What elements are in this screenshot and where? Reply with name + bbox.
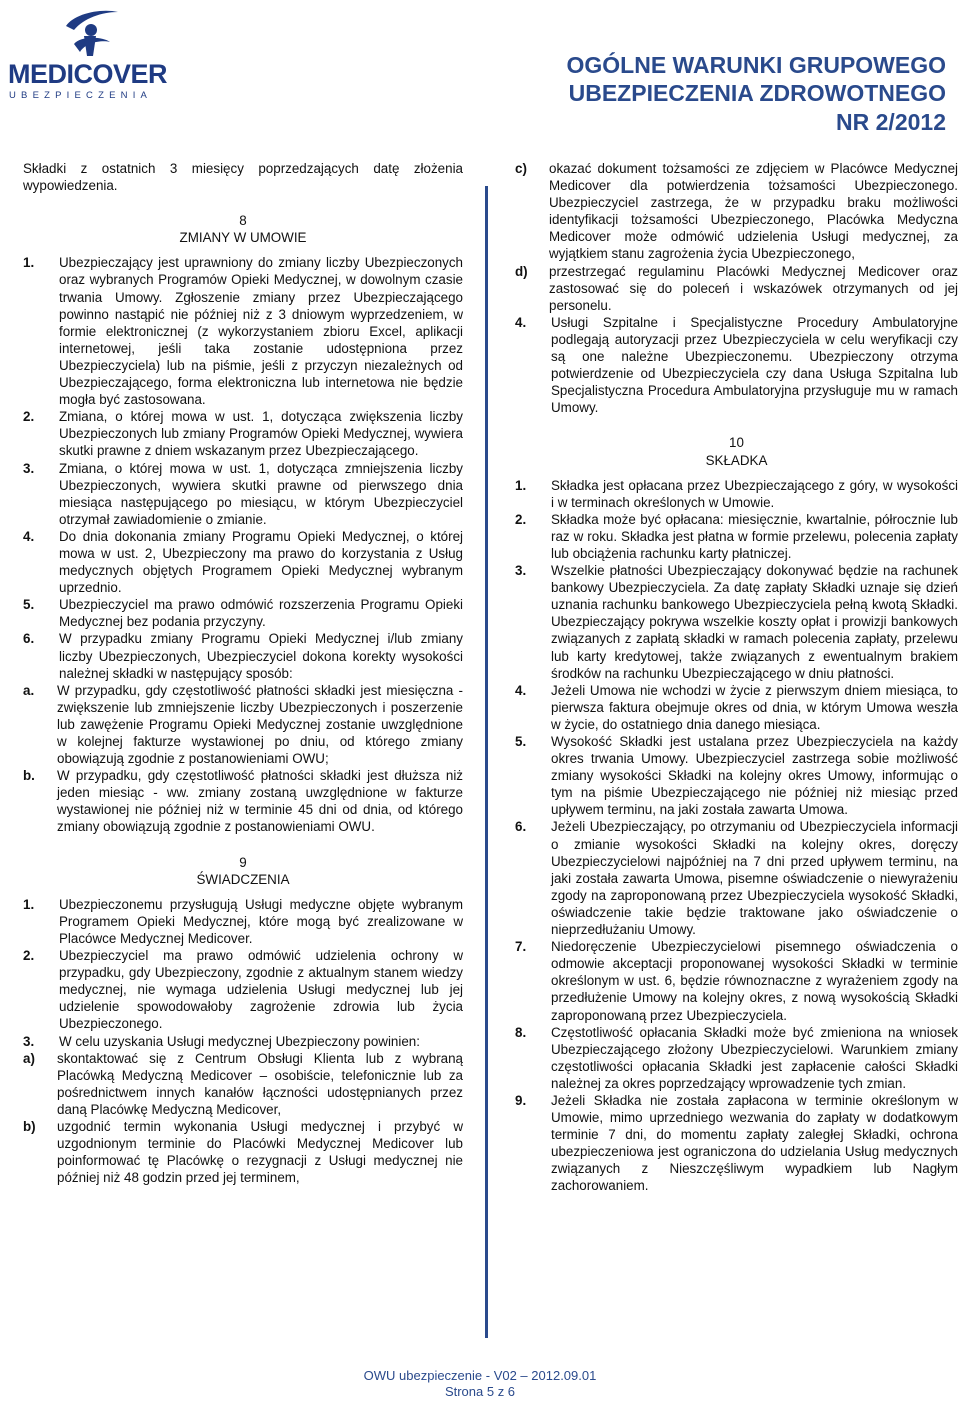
item-number: 4.	[515, 314, 527, 330]
item-number: 6.	[23, 631, 35, 647]
s8-item	[23, 596, 463, 630]
s10-item	[515, 818, 958, 938]
item-number: 3.	[23, 460, 35, 476]
item-text: Usługi Szpitalne i Specjalistyczne Procedury Ambulatoryjne podlegają autoryzacji przez Ubezpieczyciela w celu weryfikacji czy są one należne Ubezpieczonemu. Ubezpieczony otrzyma potwierdzenie od Ubezpieczyciela czy dana Usługa Szpitalna lub Specjalistyczna Procedura Ambulatoryjna przysługuje mu w ramach Umowy.	[551, 314, 958, 416]
s8-item	[23, 408, 463, 459]
item-text: Ubezpieczyciel ma prawo odmówić rozszerzenia Programu Opieki Medycznej bez podania przyczyny.	[59, 597, 463, 630]
s10-item	[515, 1024, 958, 1092]
left-column	[23, 160, 463, 1186]
item-number: 2.	[23, 948, 35, 964]
page-number: Strona 5 z 6	[444, 1384, 516, 1399]
s10-item	[515, 1092, 958, 1195]
item-number: 6.	[515, 819, 527, 835]
logo-figure-icon	[60, 6, 122, 58]
s9-sub-item	[23, 1118, 463, 1186]
section-8-number: 8	[239, 213, 247, 229]
item-number: 5.	[515, 734, 527, 749]
sub-item-text: uzgodnić termin wykonania Usługi medycznej i przybyć w uzgodnionym terminie do Placówki Medycznej Medicover lub poinformować tę Placówkę o rezygnacji z Usługi medycznej nie później niż 48 godzin przed jej terminem,	[57, 1118, 463, 1186]
sub-item-text: W przypadku, gdy częstotliwość płatności składki jest miesięczna - zwiększenie lub zmniejszenie liczby Ubezpieczonych i poszerzenie lub zawężenie Programu Opieki Medycznej zostanie uwzględnione w kolejnej fakturze wystawionej po dniu, od którego zmiany obowiązują zgodnie z postanowieniami OWU;	[57, 682, 463, 767]
item-number: 2.	[23, 409, 35, 425]
section-10-title: SKŁADKA	[705, 452, 768, 468]
item-text: Zmiana, o której mowa w ust. 1, dotycząca zmniejszenia liczby Ubezpieczonych, wywiera skutki prawne od pierwszego dnia miesiąca następującego po miesiącu, w którym Ubezpieczyciel otrzymał zawiadomienie o zmianie.	[59, 460, 463, 527]
item-number: 1.	[23, 896, 35, 912]
sub-item-text: skontaktować się z Centrum Obsługi Klienta lub z wybraną Placówką Medyczną Medicover – osobiście, telefonicznie lub za pośrednictwem innych kanałów łączności udostępnianych przez daną Placówkę Medyczną Medicover,	[57, 1050, 463, 1117]
s9-sub-item	[515, 263, 958, 314]
s9-sub-item	[515, 160, 958, 263]
item-number: 2.	[515, 511, 527, 527]
s10-item	[515, 938, 958, 1023]
page-footer	[0, 1368, 960, 1400]
section-10-number: 10	[729, 435, 744, 451]
section-8-heading	[23, 212, 463, 246]
item-number: 3.	[23, 1033, 35, 1049]
s8-item	[23, 254, 463, 408]
s9-item	[23, 1033, 463, 1050]
s8-item	[23, 528, 463, 596]
sub-item-text: przestrzegać regulaminu Placówki Medycznej Medicover oraz zastosować się do poleceń i wskazówek otrzymanych od jej personelu.	[549, 263, 958, 313]
column-divider	[485, 186, 488, 1338]
item-text: Niedoręczenie Ubezpieczycielowi pisemnego oświadczenia o odmowie akceptacji proponowanej wysokości Składki w terminie określonym w ust. 6, będzie równoznaczne z wyrażeniem zgody na przedłużenie Umowy na kolejny okres, z nową wysokością Składki zaproponowaną przez Ubezpieczyciela.	[551, 939, 958, 1023]
sub-item-letter: b.	[23, 768, 35, 784]
item-text: W celu uzyskania Usługi medycznej Ubezpieczony powinien:	[59, 1033, 420, 1049]
document-title-line-2: UBEZPIECZENIA ZDROWOTNEGO	[568, 80, 946, 106]
s8-sub-item	[23, 767, 463, 835]
item-text: Ubezpieczonemu przysługują Usługi medyczne objęte wybranym Programem Opieki Medycznej, które mogą być zrealizowane w Placówce Medycznej Medicover.	[59, 896, 463, 946]
s10-item	[515, 682, 958, 733]
sub-item-letter: d)	[515, 263, 528, 279]
item-text: Wszelkie płatności Ubezpieczający dokonywać będzie na rachunek bankowy Ubezpieczyciela. Za datę zapłaty Składki uznaje się dzień uznania rachunku bankowego Ubezpieczyciela pełną kwotą Składki. Ubezpieczający pokrywa wszelkie koszty opłat i prowizji bankowych związanych z zapłatą składki w ramach polecenia zapłaty, przelewu lub karty kredytowej, także związanych z ewentualnym brakiem środków na rachunku Ubezpieczającego w dniu płatności.	[551, 563, 958, 681]
sub-item-letter: c)	[515, 161, 527, 176]
item-number: 9.	[515, 1092, 527, 1108]
item-number: 4.	[515, 682, 527, 698]
sub-item-text: okazać dokument tożsamości ze zdjęciem w Placówce Medycznej Medicover dla potwierdzenia tożsamości Ubezpieczonego. Ubezpieczyciel zastrzega, że w przypadku braku możliwości identyfikacji tożsamości Ubezpieczonego, Placówka Medyczna Medicover może odmówić udzielenia Usługi medycznej, za wyjątkiem stanu zagrożenia życia Ubezpieczonego,	[549, 161, 958, 262]
item-text: Wysokość Składki jest ustalana przez Ubezpieczyciela na każdy okres trwania Umowy. Ubezpieczyciel zastrzega sobie możliwość zmiany wysokości Składki na kolejny okres Umowy, informując o tym na piśmie Ubezpieczającego nie później niż miesiąc przed upływem terminu, na jaki została zawarta Umowa.	[551, 734, 958, 818]
sub-item-text: W przypadku, gdy częstotliwość płatności składki jest dłuższa niż jeden miesiąc - ww. zmiany zostaną uwzględnione w fakturze wystawionej nie później niż w terminie 45 dni od dnia, od którego zmiany obowiązują zgodnie z postanowieniami OWU.	[57, 768, 463, 835]
sub-item-letter: a)	[23, 1050, 35, 1066]
item-text: Składka może być opłacana: miesięcznie, kwartalnie, półrocznie lub raz w roku. Składka jest płatna w formie przelewu, polecenia zapłaty lub obciążenia rachunku karty płatniczej.	[551, 511, 958, 561]
item-text: Do dnia dokonania zmiany Programu Opieki Medycznej, o której mowa w ust. 2, Ubezpieczony ma prawo do korzystania z Usług medycznych objętych Programem Opieki Medycznej wybranym uprzednio.	[59, 528, 463, 596]
item-text: Jeżeli Umowa nie wchodzi w życie z pierwszym dniem miesiąca, to pierwsza faktura obejmuje okres od dnia, w którym Umowa weszła w życie, do ostatniego dnia danego miesiąca.	[551, 682, 958, 732]
item-text: Jeżeli Ubezpieczający, po otrzymaniu od Ubezpieczyciela informacji o zmianie wysokości Składki na kolejny okres, doręczy Ubezpieczycielowi najpóźniej na 7 dni przed upływem terminu, na jaki została zawarta Umowa, pisemne oświadczenie o niewyrażeniu zgody na zaproponowaną przez Ubezpieczyciela wysokość Składki, oświadczenie takie będzie traktowane jako oświadczenie o nieprzedłużaniu Umowy.	[551, 819, 958, 938]
logo-brand-name: MEDICOVER	[8, 59, 168, 89]
item-number: 4.	[23, 528, 35, 544]
s9-sub-item	[23, 1050, 463, 1118]
s8-item	[23, 630, 463, 681]
item-text: W przypadku zmiany Programu Opieki Medycznej i/lub zmiany liczby Ubezpieczonych, Ubezpieczyciel dokona korekty wysokości należnej składki w następujący sposób:	[59, 631, 463, 681]
document-title-line-1: OGÓLNE WARUNKI GRUPOWEGO	[566, 52, 946, 78]
s10-item	[515, 477, 958, 511]
item-text: Ubezpieczyciel ma prawo odmówić udzielenia ochrony w przypadku, gdy Ubezpieczony, zgodnie z aktualnym stanem wiedzy medycznej, nie wymaga udzielenia Usługi medycznej lub jej udzielenie spowodowałoby zagrożenie zdrowia lub życia Ubezpieczonego.	[59, 948, 463, 1032]
item-text: Jeżeli Składka nie została zapłacona w terminie określonym w Umowie, mimo uprzedniego wezwania do zapłaty w dodatkowym terminie 7 dni, do momentu zapłaty zaległej Składki, ochrona ubezpieczeniowa jest ograniczona do udzielania Usług medycznych związanych z Nieszczęśliwym wypadkiem lub Nagłym zachorowaniem.	[551, 1092, 958, 1194]
s10-item	[515, 733, 958, 818]
section-8-title: ZMIANY W UMOWIE	[179, 230, 307, 246]
s10-item	[515, 562, 958, 682]
section-10-heading	[515, 434, 958, 468]
s10-item	[515, 511, 958, 562]
section-9-number: 9	[239, 854, 247, 870]
item-text: Zmiana, o której mowa w ust. 1, dotycząca zwiększenia liczby Ubezpieczonych lub zmiany Programów Opieki Medycznej, wywiera skutki prawne z dniem wskazanym przez Ubezpieczającego.	[59, 409, 463, 459]
logo-subtitle: UBEZPIECZENIA	[9, 90, 153, 101]
right-column	[515, 160, 958, 1195]
intro-paragraph: Składki z ostatnich 3 miesięcy poprzedzających datę złożenia wypowiedzenia.	[23, 161, 463, 194]
medicover-logo	[8, 6, 168, 102]
sub-item-letter: b)	[23, 1118, 36, 1134]
s8-item	[23, 460, 463, 528]
s9-item	[23, 896, 463, 947]
item-text: Częstotliwość opłacania Składki może być zmieniona na wniosek Ubezpieczającego złożony Ubezpieczycielowi. Warunkiem zmiany częstotliwości opłacania Składki jest zapłacenie całości Składki należnej za okres poprzedzający wprowadzenie tych zmian.	[551, 1024, 958, 1091]
section-9-heading	[23, 854, 463, 888]
item-number: 1.	[23, 255, 35, 271]
item-number: 7.	[515, 939, 527, 955]
s9-item	[515, 314, 958, 417]
section-9-title: ŚWIADCZENIA	[196, 871, 290, 887]
document-number: NR 2/2012	[836, 109, 946, 135]
s9-item	[23, 947, 463, 1032]
item-text: Składka jest opłacana przez Ubezpieczającego z góry, w wysokości i w terminach określonych w Umowie.	[551, 477, 958, 510]
s8-sub-item	[23, 682, 463, 767]
item-number: 3.	[515, 563, 527, 579]
item-text: Ubezpieczający jest uprawniony do zmiany liczby Ubezpieczonych oraz wybranych Programów Opieki Medycznej, w dowolnym czasie trwania Umowy. Zgłoszenie zmiany przez Ubezpieczającego powinno nastąpić nie później niż z 3 dniowym wyprzedzeniem, w formie elektronicznej (z wykorzystaniem zbioru Excel, aplikacji internetowej, jeśli taka zostanie udostępniona przez Ubezpieczyciela) lub na piśmie, jeśli z przyczyn niezależnych od Ubezpieczającego, forma elektroniczna lub internetowa nie będzie mogła być zastosowana.	[59, 255, 463, 408]
item-number: 8.	[515, 1024, 527, 1040]
item-number: 5.	[23, 597, 35, 613]
sub-item-letter: a.	[23, 682, 35, 698]
footer-version: OWU ubezpieczenie - V02 – 2012.09.01	[363, 1368, 597, 1383]
item-number: 1.	[515, 477, 527, 493]
